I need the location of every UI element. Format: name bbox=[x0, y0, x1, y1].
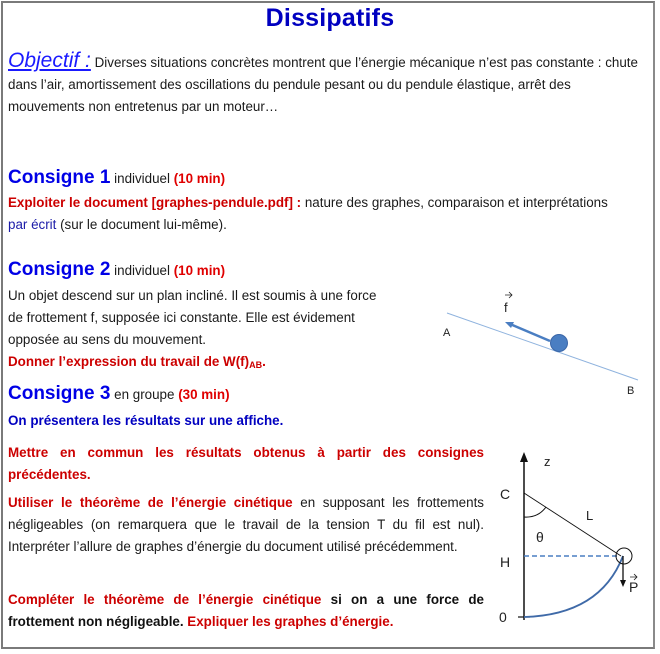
consigne3-duration: (30 min) bbox=[178, 387, 230, 402]
length-l-label: L bbox=[586, 508, 594, 523]
consigne1-duration: (10 min) bbox=[173, 171, 226, 186]
force-f-label: f bbox=[504, 300, 508, 315]
consigne3-poster-note: On présentera les résultats sur une affiche. bbox=[8, 413, 284, 428]
consigne1-body bbox=[8, 192, 653, 236]
consigne3-heading bbox=[8, 383, 230, 405]
friction-arrow-icon bbox=[510, 324, 550, 341]
consigne3-step3: Compléter le théorème de l’énergie cinétique si on a une force de frottement non négligeable. Expliquer les graphes d’énergie. bbox=[8, 592, 484, 629]
point-h-label: H bbox=[500, 554, 511, 570]
consigne2-duration: (10 min) bbox=[173, 263, 226, 278]
point-b-label: B bbox=[627, 385, 635, 397]
point-c-label: C bbox=[500, 486, 511, 502]
z-axis-label: z bbox=[544, 454, 551, 469]
objectif-label: Objectif : bbox=[8, 49, 91, 72]
trajectory-arc bbox=[524, 556, 623, 617]
angle-arc bbox=[524, 507, 546, 517]
consigne3-step1: Mettre en commun les résultats obtenus à partir des consignes précédentes. bbox=[8, 445, 484, 482]
z-axis-arrow-icon bbox=[520, 452, 528, 462]
consigne2-body bbox=[8, 285, 428, 376]
vector-arrow-icon bbox=[505, 292, 512, 298]
consigne2-heading bbox=[8, 259, 225, 281]
inclined-plane-line bbox=[447, 313, 638, 380]
theta-label: θ bbox=[536, 529, 544, 545]
consigne2-line: de frottement f, supposée ici constante. Elle est évidement bbox=[8, 310, 355, 325]
consigne2-line: opposée au sens du mouvement. bbox=[8, 332, 207, 347]
point-a-label: A bbox=[443, 327, 451, 339]
objectif-text: Diverses situations concrètes montrent que l’énergie mécanique n’est pas constante : chute dans l’air, amortissement des oscillations du pendule pesant ou du pendule élastique, arrêt des mouvements non entretenus par un moteur… bbox=[8, 55, 638, 114]
point-o-label: 0 bbox=[499, 609, 507, 625]
consigne1-heading bbox=[8, 167, 225, 189]
page-title: Dissipatifs bbox=[265, 4, 395, 32]
pendulum-string bbox=[524, 493, 621, 556]
consigne2-line: Un objet descend sur un plan incliné. Il est soumis à une force bbox=[8, 288, 377, 303]
consigne2-title: Consigne 2 bbox=[8, 259, 111, 280]
consigne1-action: Exploiter le document [graphes-pendule.pdf] : bbox=[8, 195, 302, 210]
consigne3-mode: en groupe bbox=[114, 387, 175, 402]
consigne3-step2: Utiliser le théorème de l’énergie cinétique en supposant les frottements négligeables (on remarquera que le travail de la tension T du fil est nul). Interpréter l’allure de graphes d’énergie du document utilisé précédemment. bbox=[8, 495, 484, 554]
weight-p-label: P bbox=[629, 579, 639, 595]
sliding-object-icon bbox=[551, 335, 568, 352]
consigne2-question: Donner l’expression du travail de $W(f)_{AB}$. bbox=[8, 354, 266, 370]
consigne1-title: Consigne 1 bbox=[8, 167, 111, 188]
consigne1-text: nature des graphes, comparaison et interprétations bbox=[301, 195, 608, 210]
inclined-plane-diagram bbox=[430, 280, 660, 400]
pendulum-diagram bbox=[490, 440, 660, 654]
consigne1-text-after: (sur le document lui-même). bbox=[56, 217, 227, 232]
pendulum-bob-icon bbox=[616, 548, 632, 564]
consigne1-mode: individuel bbox=[114, 171, 170, 186]
consigne2-mode: individuel bbox=[114, 263, 170, 278]
objectif-paragraph bbox=[8, 50, 648, 118]
consigne1-link: par écrit bbox=[8, 217, 57, 232]
consigne3-title: Consigne 3 bbox=[8, 383, 111, 404]
